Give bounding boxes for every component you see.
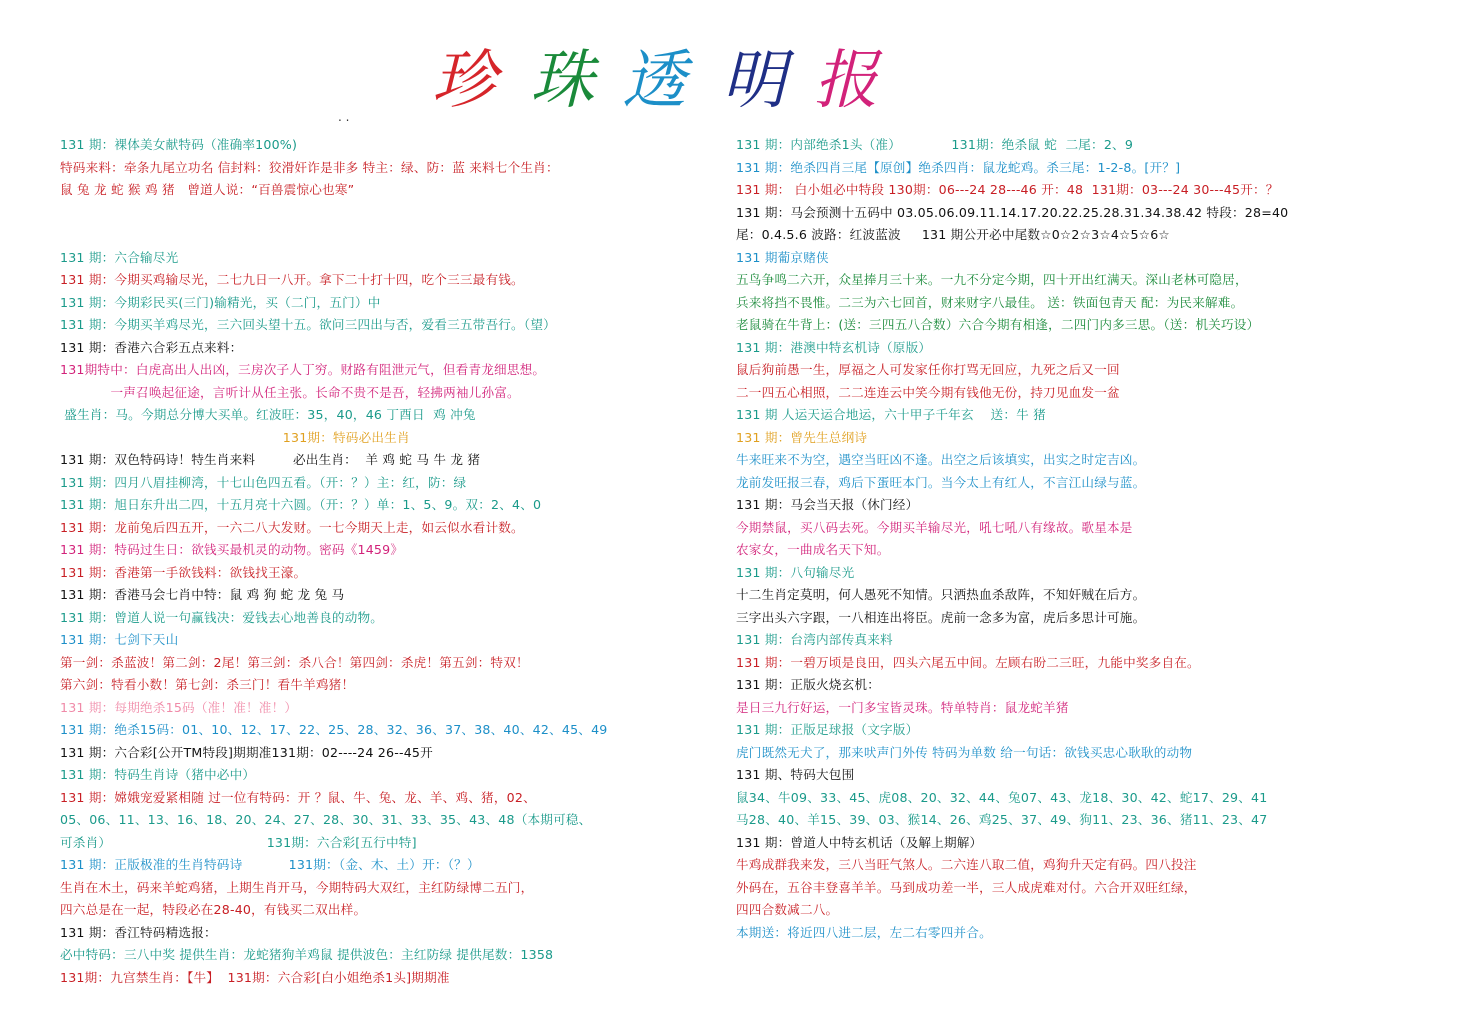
title-char: 珍 [432,44,496,118]
text-line: 兵来将挡不畏惟。二三为六七回首，财来财字八最佳。 送：铁面包青天 配：为民来解难。 [736,294,1244,310]
text-line: 四四合数减二八。 [736,902,839,917]
text-line: 131 期：正版极准的生肖特码诗 131期：（金、木、土）开：（？） [60,857,480,872]
text-line: 一声召唤起征途，言听计从任主张。长命不贵不是吾，轻拂两袖儿孙富。 [60,384,520,400]
text-line: 老鼠骑在牛背上：(送：三四五八合数）六合今期有相逢，二四门内多三思。（送：机关巧设） [736,317,1260,332]
text-line: 131 期葡京赌侠 [736,249,829,265]
text-line: 131 期：曾先生总纲诗 [736,429,868,445]
text-line: 131 期：双色特码诗！特生肖来料 必出生肖： 羊 鸡 蛇 马 牛 龙 猪 [60,452,481,467]
text-line: 131 期：四月八眉挂柳湾，十七山色四五看。（开：？）主：红，防：绿 [60,474,467,490]
text-line: 十二生肖定莫明，何人愚死不知情。只洒热血杀敌阵，不知奸贼在后方。 [736,587,1146,602]
text-line: 131 期：旭日东升出二四，十五月亮十六圆。（开：？）单：1、5、9。双：2、4、0 [60,497,542,512]
text-line: 131 期：一碧万顷是良田，四头六尾五中间。左顾右盼二三旺，九能中奖多自在。 [736,654,1200,670]
text-line: 外码在，五谷丰登喜羊羊。马到成功差一半，三人成虎难对付。六合开双旺红绿， [736,879,1197,895]
text-line: 131 期：港澳中特玄机诗（原版） [736,339,932,355]
text-line: 131 期：香港六合彩五点来料： [60,339,243,355]
text-line: 四六总是在一起，特段必在28-40，有钱买二双出样。 [60,902,367,917]
text-line: 131期特中：白虎高出人出凶，三房次子人丁穷。财路有阻泄元气，但看青龙细思想。 [60,362,546,377]
text-line: 131 期：正版足球报（文字版） [736,722,919,737]
text-line: 虎门既然无犬了，那来吠声门外传 特码为单数 给一句话：欲钱买忠心耿耿的动物 [736,744,1193,760]
text-line: 131 期 人运天运合地运，六十甲子千年玄 送：牛 猪 [736,407,1046,422]
text-line: 鼠后狗前愚一生，厚福之人可发家任你打骂无回应，九死之后又一回 [736,362,1120,377]
text-line: 131 期：马会当天报（休门经） [736,497,919,512]
text-line: 131 期：六合彩[公开TM特段]期期准131期：02----24 26--45开 [60,744,433,760]
text-line: 131 期：香江特码精选报： [60,924,217,940]
text-line: 131 期：每期绝杀15码（准！准！准！） [60,699,298,715]
text-line: 131 期：台湾内部传真来料 [736,632,893,647]
text-line: 二一四五心相照，二二连连云中笑今期有钱他无份，持刀见血发一盆 [736,384,1120,400]
text-line: 今期禁鼠，买八码去死。今期买羊输尽光，吼七吼八有缘故。歌星本是 [736,519,1133,535]
text-line: 第六剑：特看小数！第七剑：杀三门！看牛羊鸡猪！ [60,677,355,692]
text-line: 是日三九行好运，一门多宝皆灵珠。特单特肖：鼠龙蛇羊猪 [736,699,1069,715]
text-line: 131 期：特码生肖诗（猪中必中） [60,767,256,782]
text-line: 131 期：曾道人中特玄机话（及解上期解） [736,834,983,850]
text-line: 131 期：正版火烧玄机： [736,677,880,692]
text-line: 必中特码：三八中奖 提供生肖：龙蛇猪狗羊鸡鼠 提供波色：主红防绿 提供尾数：1358 [60,947,554,962]
text-line: 鼠 兔 龙 蛇 猴 鸡 猪 曾道人说：“百兽震惊心也寒” [60,182,355,197]
text-line: 131 期：八句输尽光 [736,564,855,580]
text-line: 五鸟争鸣二六开，众星捧月三十来。一九不分定今期，四十开出红满天。深山老林可隐居， [736,272,1248,287]
text-line: 05、06、11、13、16、18、20、24、27、28、30、31、33、35、43、48（本期可稳、 [60,812,592,827]
text-line: 131期：特码必出生肖 [60,429,410,445]
text-line [60,202,720,225]
text-line: 131 期：绝杀四肖三尾【原创】绝杀四肖：鼠龙蛇鸡。杀三尾：1-2-8。[开？] [736,159,1181,175]
text-line: 131 期：内部绝杀1头（准） 131期：绝杀鼠 蛇 二尾：2、9 [736,137,1134,152]
title-char: 明 [722,44,786,118]
text-line: 131 期：裸体美女献特码（准确率100%) [60,137,298,152]
text-line: 131 期：六合输尽光 [60,249,179,265]
text-line: 鼠34、牛09、33、45、虎08、20、32、44、兔07、43、龙18、30、42、蛇17、29、41 [736,789,1268,805]
text-line: 131期：九宫禁生肖：【牛】 131期：六合彩[白小姐绝杀1头]期期准 [60,969,450,985]
text-line: 131 期：今期彩民买(三门)输精光，买（二门，五门）中 [60,294,381,310]
text-line: 131 期：香港第一手欲钱料：欲钱找王濠。 [60,564,307,580]
text-line: 龙前发旺报三春，鸡后下蛋旺本门。当今太上有红人，不言江山绿与蓝。 [736,474,1146,490]
left-column [60,134,720,989]
text-line: 牛鸡成群我来发，三八当旺气煞人。二六连八取二值，鸡狗升天定有码。四八投注 [736,857,1197,872]
text-line: 131 期：今期买羊鸡尽光，三六回头望十五。欲问三四出与否，爱看三五带吾行。（望） [60,317,556,332]
text-line: 第一剑：杀蓝波！第二剑：2尾！第三剑：杀八合！第四剑：杀虎！第五剑：特双！ [60,654,529,670]
text-line [60,224,720,247]
text-line: 牛来旺来不为空，遇空当旺凶不逢。出空之后该填实，出实之时定吉凶。 [736,452,1146,467]
title-char: 报 [814,44,878,118]
text-line: 盛生肖：马。今期总分博大买单。红波旺：35，40，46 丁酉日 鸡 冲兔 [60,407,476,422]
text-line: 本期送：将近四八进二层，左二右零四并合。 [736,924,992,940]
text-line: 131 期、特码大包围 [736,767,855,782]
text-line: 131 期：嫦娥宠爱紧相随 过一位有特码：开 ？鼠、牛、兔、龙、羊、鸡、猪，02、 [60,789,536,805]
text-line: 131 期：绝杀15码：01、10、12、17、22、25、28、32、36、37、38、40、42、45、49 [60,722,608,737]
text-line: 马28、40、羊15、39、03、猴14、26、鸡25、37、49、狗11、23、36、猪11、23、47 [736,812,1268,827]
text-line: 三字出头六字跟，一八相连出将臣。虎前一念多为富，虎后多思计可施。 [736,609,1146,625]
stray-dots: . . [338,110,350,124]
title-char: 珠 [530,44,594,118]
title-char: 透 [622,44,686,118]
text-line: 131 期：曾道人说一句赢钱决：爱钱去心地善良的动物。 [60,609,384,625]
text-line: 可杀肖） 131期：六合彩[五行中特] [60,834,417,850]
text-line: 131 期： 白小姐必中特段 130期：06---24 28---46 开：48 131期：03---24 30---45开：？ [736,182,1279,197]
text-line: 131 期：今期买鸡输尽光，二七九日一八开。拿下二十打十四，吃个三三最有钱。 [60,272,524,287]
text-line: 131 期：龙前兔后四五开，一六二八大发财。一七今期天上走，如云似水看计数。 [60,519,524,535]
right-column [736,134,1436,944]
text-line: 农家女，一曲成名天下知。 [736,542,890,557]
text-line: 尾：0.4.5.6 波路：红波蓝波 131 期公开必中尾数☆0☆2☆3☆4☆5☆6☆ [736,227,1170,242]
text-line: 131 期：香港马会七肖中特：鼠 鸡 狗 蛇 龙 兔 马 [60,587,345,602]
text-line: 131 期：特码过生日：欲钱买最机灵的动物。密码《1459》 [60,542,404,557]
text-line: 特码来料：牵条九尾立功名 信封料：狡滑奸诈是非多 特主：绿、防：蓝 来料七个生肖： [60,159,559,175]
text-line: 131 期：七剑下天山 [60,632,179,647]
text-line: 生肖在木土，码来羊蛇鸡猪，上期生肖开马，今期特码大双红，主红防绿博二五门， [60,879,534,895]
text-line: 131 期：马会预测十五码中 03.05.06.09.11.14.17.20.22.25.28.31.34.38.42 特段：28=40 [736,204,1289,220]
page-title [0,38,1457,128]
